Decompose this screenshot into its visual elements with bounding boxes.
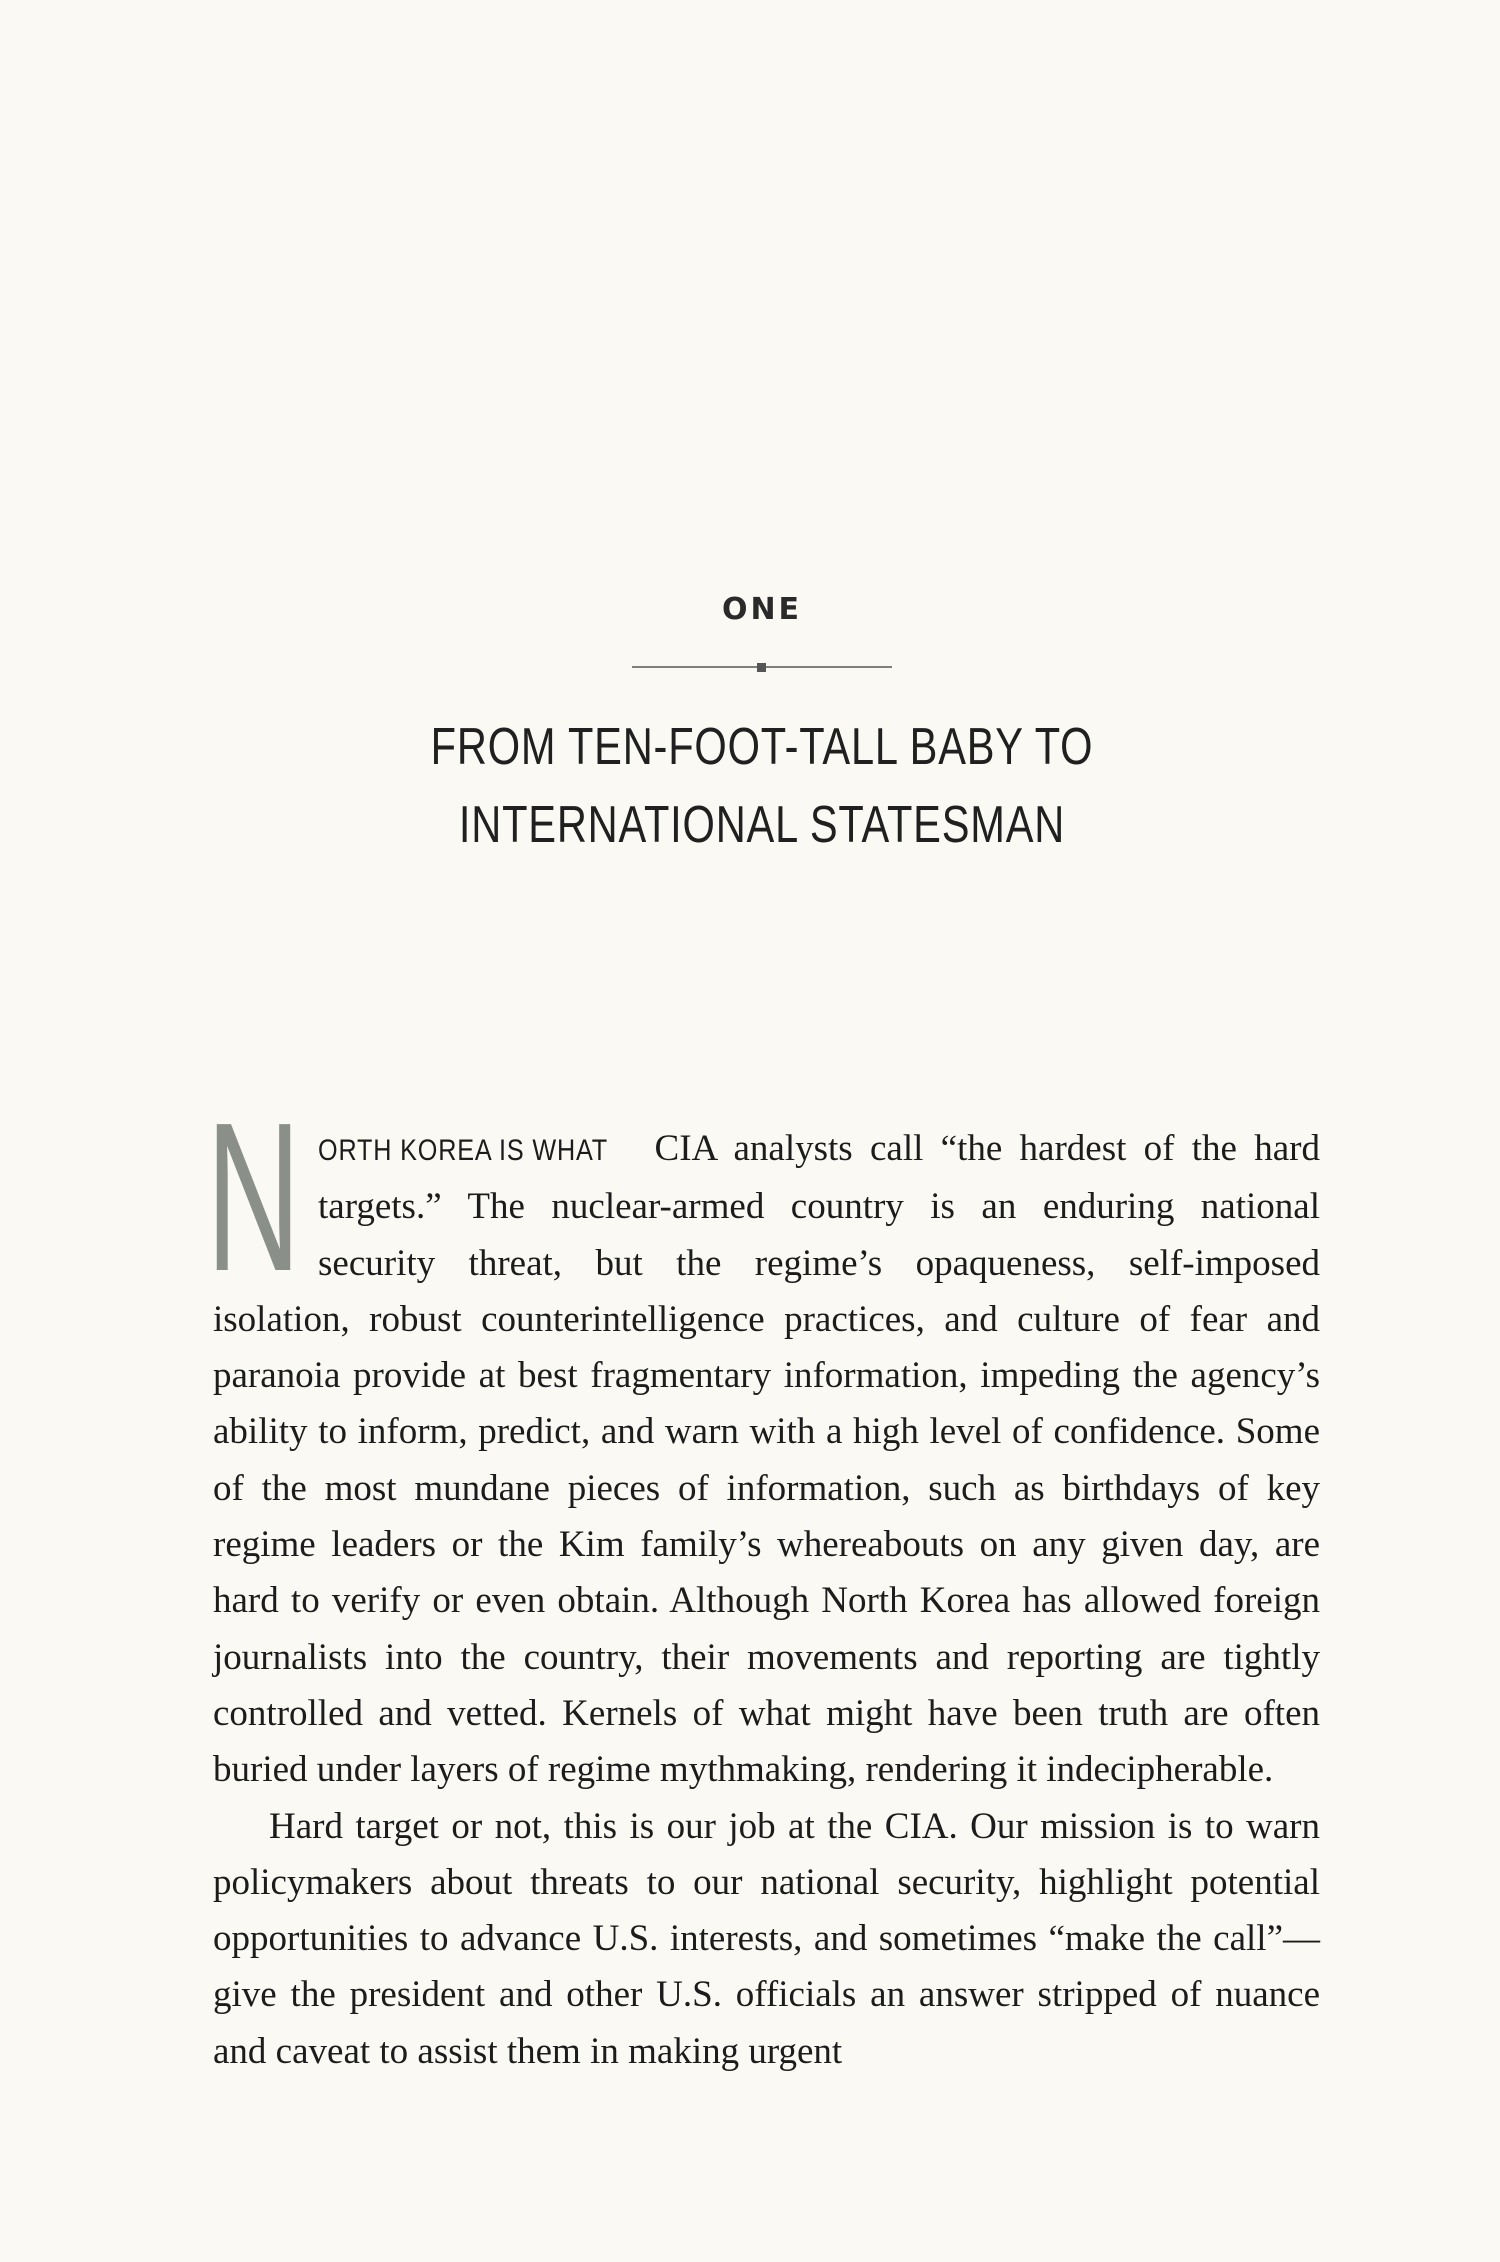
chapter-title	[152, 708, 1371, 864]
paragraph-1	[206, 1078, 1320, 1799]
paragraph-1-text: CIA analysts call “the hardest of the hard targets.” The nuclear-armed country is an enduring national security threat, but the regime’s opaqueness, self-imposed isolation, robust counterintelligence practices, and culture of fear and paranoia provide at best fragmentary information, impeding the agency’s ability to inform, predict, and warn with a high level of confidence. Some of the most mundane pieces of information, such as birthdays of key regime leaders or the Kim family’s whereabouts on any given day, are hard to verify or even obtain. Although North Korea has allowed foreign journalists into the country, their movements and reporting are tightly controlled and vetted. Kernels of what might have been truth are often buried under layers of regime mythmaking, rendering it indecipherable.	[213, 1128, 1320, 1791]
chapter-number: ONE	[721, 592, 803, 627]
chapter-divider-ornament	[632, 660, 892, 674]
chapter-title-line-1: FROM TEN-FOOT-TALL BABY TO	[430, 718, 1094, 776]
lead-in-small-caps: ORTH KOREA IS WHAT	[318, 1134, 609, 1167]
drop-cap: N	[206, 1078, 301, 1315]
chapter-title-line-2: INTERNATIONAL STATESMAN	[458, 796, 1066, 854]
chapter-body	[206, 1078, 1320, 2080]
paragraph-2: Hard target or not, this is our job at the CIA. Our mission is to warn policymakers about threats to our national security, highlight potential opportunities to advance U.S. interests, and sometimes “make the call”—give the president and other U.S. officials an answer stripped of nuance and caveat to assist them in making urgent	[213, 1805, 1320, 2072]
